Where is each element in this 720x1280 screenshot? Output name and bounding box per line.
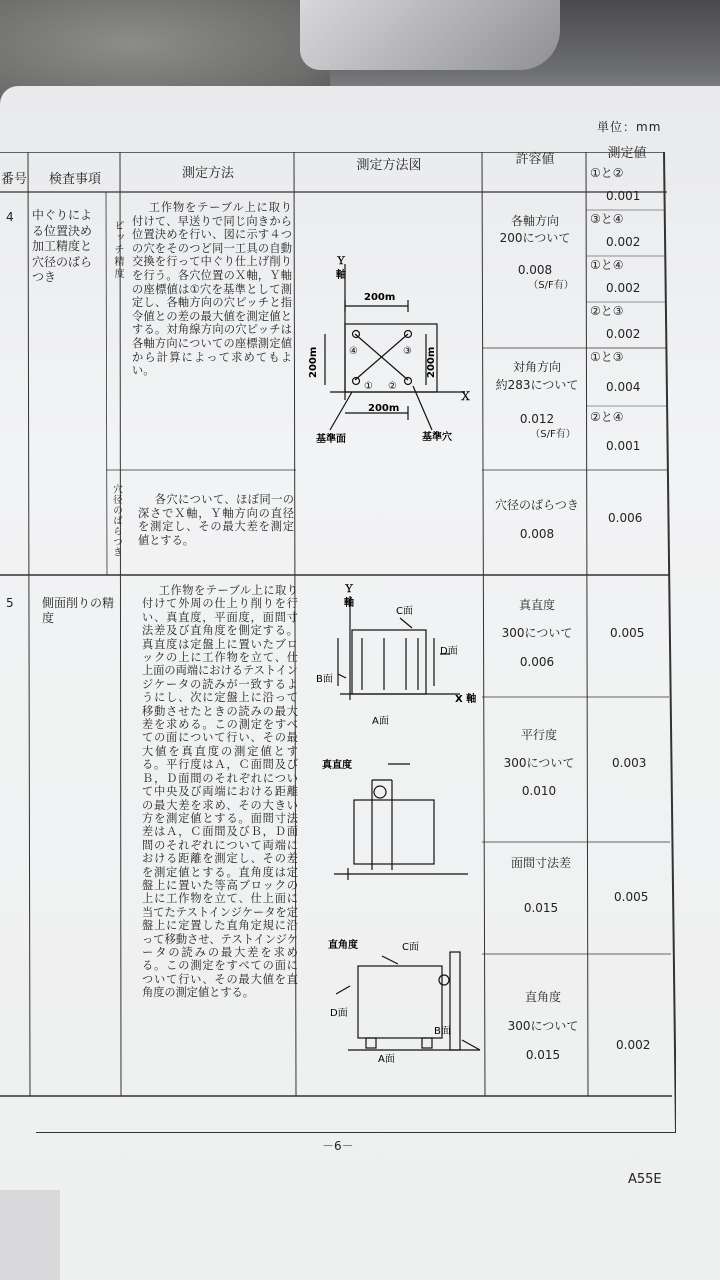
fig4-x-axis: Ｘ	[460, 390, 471, 403]
row4-measure-pair-2: ③と④	[590, 212, 624, 226]
fig4-y-axis: Ｙ	[336, 256, 346, 267]
row5-measure-4: 0.002	[616, 1038, 651, 1052]
row5-tol1-line2: 300について	[501, 626, 573, 640]
row5-tol2-line2: 300について	[503, 756, 575, 770]
row5-straightness-figure	[318, 752, 478, 882]
fig4-ref-hole: 基準穴	[422, 432, 452, 443]
header-figure: 測定方法図	[356, 158, 422, 173]
row5-measure-2: 0.003	[612, 756, 647, 770]
header-method: 測定方法	[181, 166, 234, 181]
fig5-sq-d-face: D面	[330, 1008, 348, 1019]
row4-measure-value-2: 0.002	[606, 235, 641, 249]
fig4-dim-right: 200m	[426, 346, 437, 378]
header-measured: 測定値	[607, 146, 647, 161]
fig4-dim-top: 200m	[364, 292, 396, 303]
fig5-y-axis: Ｙ	[344, 584, 354, 595]
fig5-y-axis-kanji: 軸	[344, 598, 354, 609]
row4-sub-pitch-label: ピッチ精度	[112, 220, 123, 280]
row4-measure-pair-4: ②と③	[590, 304, 624, 318]
row4-pitch-method: 工作物をテーブル上に取り付けて、早送りで同じ向きから位置決めを行い、図に示す４つの穴をそのつど同一工具の自動交換を行って中ぐり仕上げ削りを行う。各穴位置のＸ軸，Ｙ軸の座標値は①穴を基準として測定し、各軸方向の穴ピッチと指令値との差の最大値を測定値とする。対角線方向の穴ピッチは各軸方向についての座標測定値から計算によって求めてもよい。	[132, 201, 292, 378]
row4-tol-axis-note: （S/F有）	[528, 280, 574, 291]
fig4-hole-4: ④	[349, 346, 358, 357]
row5-measure-3: 0.005	[614, 890, 649, 904]
fig4-hole-2: ②	[388, 381, 397, 392]
fig4-hole-3: ③	[403, 346, 412, 357]
row4-measure-pair-5: ①と③	[590, 350, 624, 364]
row5-method: 工作物をテーブル上に取り付けて外周の仕上り削りを行い、真直度，平面度，面間寸法差及び直角度を側定する。真直度は定盤上に置いたブロックの上に工作物を立て、仕上面の両端におけるテストインジケータの読みが一致するようにし、次に定盤上に沿って移動させたときの読みの最大差を求める。この測定をすべての面について行い、その最大値を真直度の測定値とする。平行度はＡ，Ｃ面間及びＢ，Ｄ面間のそれぞれについて中央及び両端における距離の最大差を求め、その大きい方を測定値とする。面間寸法差はＡ，Ｃ面間及びＢ，Ｄ面間のそれぞれについて両端における距離を測定し、その差を測定値とする。直角度は定盤上に置いた等高ブロックの上に工作物を立て、仕上面に当てたテストインジケータを定盤上に定置した直角定規に沿って移動させ、テストインジケータの読みの最大差を求める。この測定をすべての面について行い、その最大値を直角度の測定値とする。	[142, 584, 298, 1000]
row5-tol4-line2: 300について	[507, 1019, 579, 1033]
row4-tol-diag-line1: 対角方向	[512, 360, 561, 374]
fig5-x-axis: X 軸	[455, 694, 477, 705]
row5-tol3-line1: 面間寸法差	[510, 856, 571, 870]
row4-measure-value-5: 0.004	[606, 380, 641, 394]
header-no: 番号	[0, 172, 27, 187]
background-object	[300, 0, 560, 70]
fig5-straightness-title: 真直度	[322, 760, 352, 771]
row5-tol3-value: 0.015	[523, 901, 559, 915]
unit-label: 単位：mm	[597, 120, 662, 134]
fig5-sq-c-face: C面	[402, 942, 419, 953]
row4-measure-pair-6: ②と④	[590, 410, 624, 424]
row5-number: 5	[6, 596, 14, 610]
fig5-d-face: D面	[440, 646, 458, 657]
row4-tol-axis-line2: 200について	[499, 231, 571, 245]
header-item: 検査事項	[48, 172, 101, 187]
document-code: A55E	[628, 1172, 662, 1187]
row5-measure-1: 0.005	[610, 626, 645, 640]
fig4-dim-bottom: 200m	[368, 403, 400, 414]
row5-tol1-value: 0.006	[519, 655, 555, 669]
page-number: －6－	[322, 1139, 354, 1153]
page-edge	[0, 1190, 60, 1280]
fig5-sq-a-face: A面	[378, 1054, 395, 1065]
fig5-sq-b-face: B面	[434, 1026, 451, 1037]
fig4-hole-1: ①	[364, 381, 373, 392]
row4-sub-bore-label: 穴径のばらつき	[111, 484, 122, 558]
row5-face-figure	[310, 582, 485, 732]
row4-tol-diag-line2: 約283について	[495, 378, 579, 392]
row4-measure-value-4: 0.002	[606, 327, 641, 341]
row4-measure-value-1: 0.001	[606, 189, 641, 203]
row4-measure-pair-1: ①と②	[590, 166, 624, 180]
fig4-dim-left: 200m	[308, 346, 319, 378]
row5-tol2-value: 0.010	[521, 784, 557, 798]
row4-bore-method: 各穴について、ほぼ同一の深さでＸ軸，Ｙ軸方向の直径を測定し、その最大差を測定値とする。	[138, 493, 294, 547]
row4-tol-bore-label: 穴径のばらつき	[495, 498, 579, 512]
row4-tol-diag-note: （S/F有）	[530, 429, 576, 440]
fig5-a-face: A面	[372, 716, 389, 727]
fig4-ref-face: 基準面	[316, 434, 346, 445]
fig5-squareness-title: 直角度	[328, 940, 358, 951]
row5-tol2-line1: 平行度	[520, 728, 557, 742]
row4-item: 中ぐりによる位置決め加工精度と穴径のばらつき	[32, 208, 93, 284]
row4-tol-axis-line1: 各軸方向	[510, 214, 559, 228]
row5-item: 側面削りの精度	[42, 596, 115, 625]
row4-tol-diag-value: 0.012	[519, 412, 555, 426]
row5-tol4-line1: 直角度	[524, 990, 561, 1004]
row4-measure-value-6: 0.001	[606, 439, 641, 453]
row4-measurement-figure	[300, 240, 480, 450]
row4-number: 4	[6, 210, 14, 224]
row4-bore-measure: 0.006	[608, 511, 643, 525]
row5-squareness-figure	[322, 936, 487, 1066]
fig4-y-axis-kanji: 軸	[336, 270, 346, 281]
row5-tol4-value: 0.015	[525, 1048, 561, 1062]
row5-tol1-line1: 真直度	[518, 598, 555, 612]
row4-measure-pair-3: ①と④	[590, 258, 624, 272]
row4-tol-bore-value: 0.008	[519, 527, 555, 541]
row4-tol-axis-value: 0.008	[517, 263, 553, 277]
header-tolerance: 許容値	[515, 152, 555, 167]
row4-measure-value-3: 0.002	[606, 281, 641, 295]
fig5-b-face: B面	[316, 674, 333, 685]
fig5-c-face: C面	[396, 606, 413, 617]
